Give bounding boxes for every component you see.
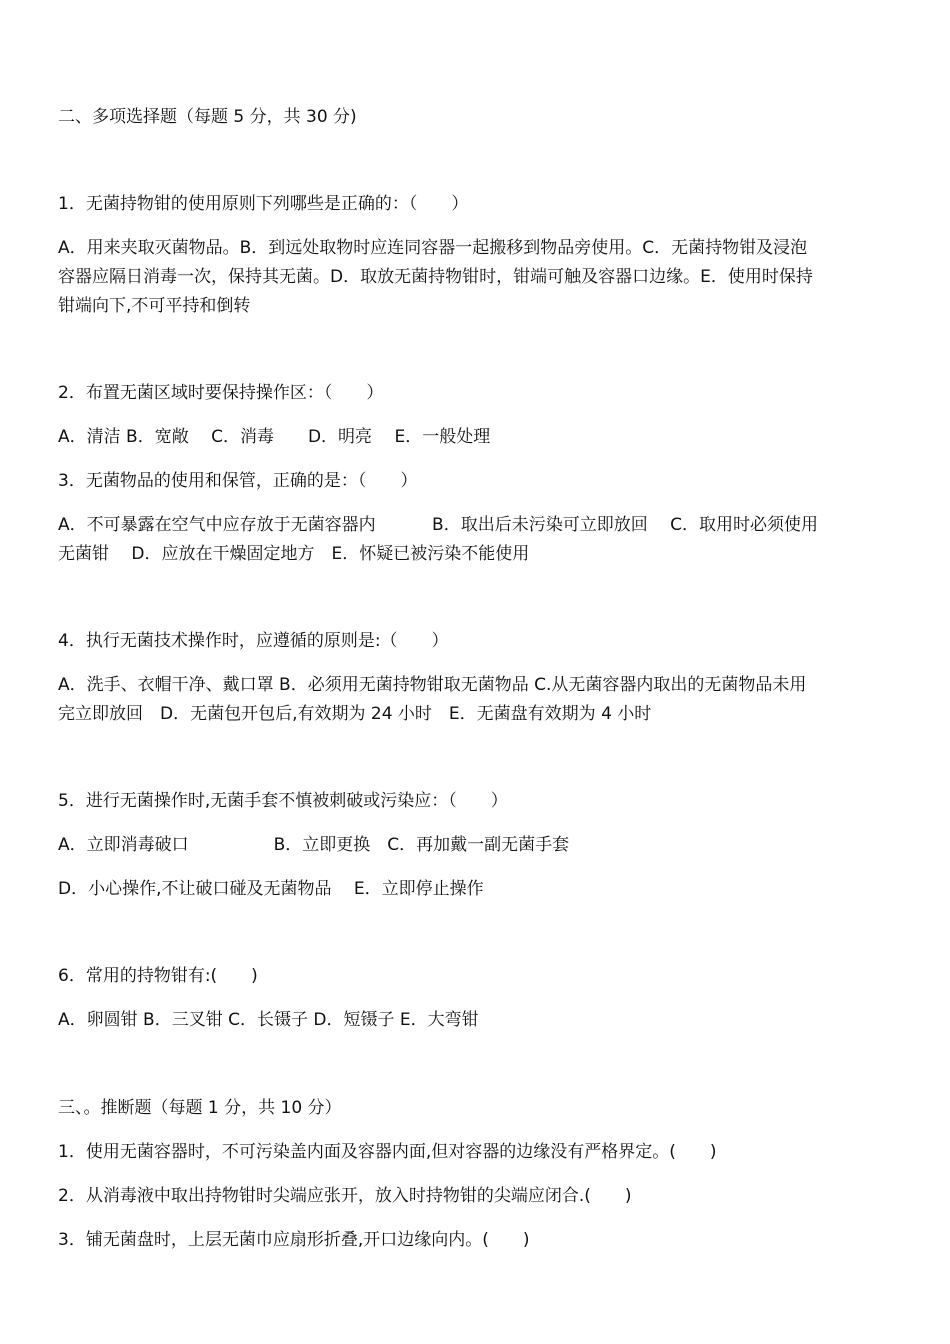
question-options-4-line-1: A．洗手、衣帽干净、戴口罩 B．必须用无菌持物钳取无菌物品 C.从无菌容器内取出的无菌物品未用 [58,675,807,695]
question-stem-6: 6．常用的持物钳有:( ) [58,966,258,986]
true-false-item-3: 3．铺无菌盘时，上层无菌巾应扇形折叠,开口边缘向内。( ) [58,1230,530,1250]
question-options-3-line-2: 无菌钳 D．应放在干燥固定地方 E．怀疑已被污染不能使用 [58,544,530,564]
question-options-1-line-3: 钳端向下,不可平持和倒转 [58,296,251,316]
question-options-1-line-2: 容器应隔日消毒一次，保持其无菌。D．取放无菌持物钳时，钳端可触及容器口边缘。E．使用时保持 [58,267,813,287]
question-stem-3: 3．无菌物品的使用和保管，正确的是：（ ） [58,471,418,491]
question-options-1-line-1: A．用来夹取灭菌物品。B．到远处取物时应连同容器一起搬移到物品旁使用。C．无菌持物钳及浸泡 [58,238,808,258]
question-options-5-line-1: A．立即消毒破口 B．立即更换 C．再加戴一副无菌手套 [58,835,570,855]
question-options-3-line-1: A．不可暴露在空气中应存放于无菌容器内 B．取出后未污染可立即放回 C．取用时必须使用 [58,515,818,535]
question-stem-4: 4．执行无菌技术操作时，应遵循的原则是:（ ） [58,631,449,651]
question-stem-1: 1．无菌持物钳的使用原则下列哪些是正确的：（ ） [58,194,469,214]
question-options-6-line-1: A．卵圆钳 B．三叉钳 C．长镊子 D．短镊子 E．大弯钳 [58,1010,479,1030]
question-options-2-line-1: A．清洁 B．宽敞 C．消毒 D．明亮 E．一般处理 [58,427,491,447]
section-heading-true-false: 三、。推断题（每题 1 分，共 10 分） [58,1098,342,1118]
true-false-item-1: 1．使用无菌容器时，不可污染盖内面及容器内面,但对容器的边缘没有严格界定。( ) [58,1142,717,1162]
true-false-item-2: 2．从消毒液中取出持物钳时尖端应张开，放入时持物钳的尖端应闭合.( ) [58,1186,632,1206]
section-heading-multiple-choice: 二、多项选择题（每题 5 分，共 30 分) [58,107,357,127]
question-stem-2: 2．布置无菌区域时要保持操作区：（ ） [58,383,384,403]
question-options-4-line-2: 完立即放回 D．无菌包开包后,有效期为 24 小时 E．无菌盘有效期为 4 小时 [58,704,652,724]
question-stem-5: 5．进行无菌操作时,无菌手套不慎被刺破或污染应：（ ） [58,791,508,811]
question-options-5-line-2: D．小心操作,不让破口碰及无菌物品 E．立即停止操作 [58,879,484,899]
